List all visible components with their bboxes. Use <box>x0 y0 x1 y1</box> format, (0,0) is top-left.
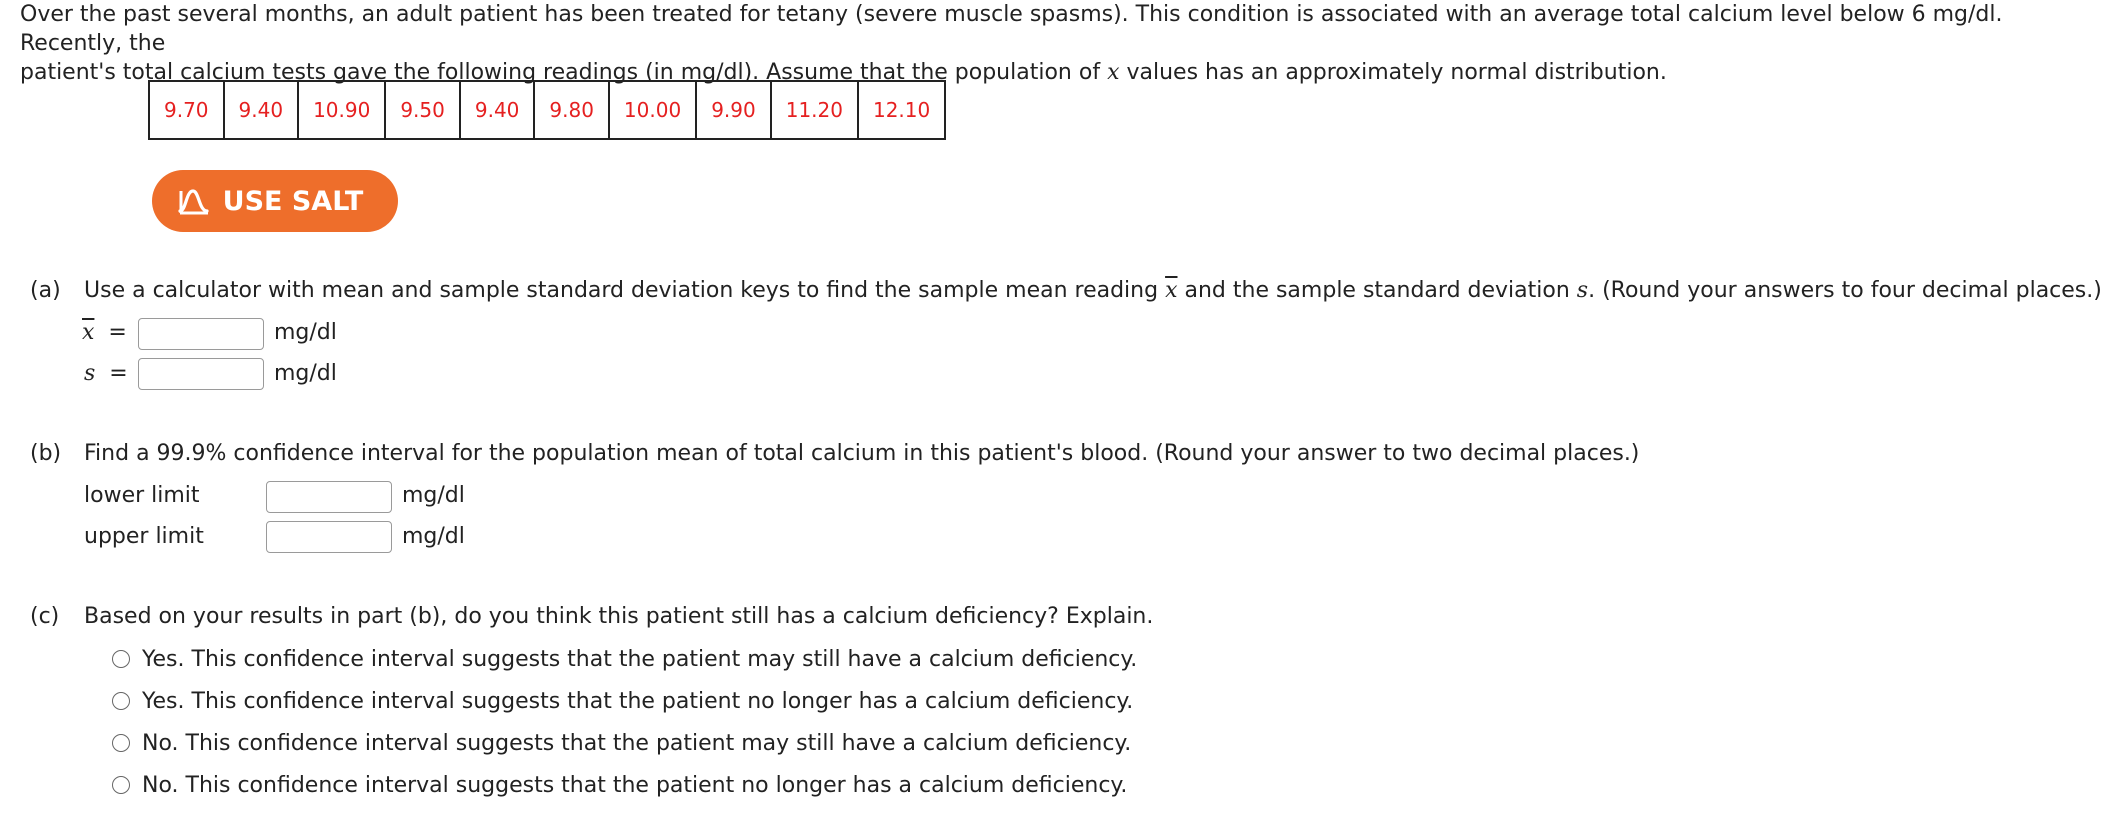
salt-chart-icon <box>177 187 211 215</box>
s-row-label <box>84 359 128 388</box>
xbar-unit: mg/dl <box>274 320 337 345</box>
part-a-text: Use a calculator with mean and sample standard deviation keys to find the sample mean reading <box>84 278 1166 303</box>
part-a-text: and the sample standard deviation <box>1177 278 1577 303</box>
reading-cell: 10.90 <box>298 81 385 139</box>
part-b-label: (b) <box>30 441 62 466</box>
s-input[interactable] <box>138 358 264 390</box>
reading-cell: 9.50 <box>385 81 460 139</box>
lower-limit-input[interactable] <box>266 481 392 513</box>
lower-limit-label: lower limit <box>84 483 200 508</box>
reading-cell: 9.40 <box>224 81 299 139</box>
part-c-question: Based on your results in part (b), do you think this patient still has a calcium deficiency? Explain. <box>84 604 1154 629</box>
upper-limit-unit: mg/dl <box>402 524 465 549</box>
s-symbol: s <box>84 361 96 386</box>
xbar-row-label <box>82 318 127 347</box>
xbar-symbol: $\overline{x}$ <box>82 320 95 345</box>
part-a-question <box>84 276 2102 305</box>
option-3-radio[interactable] <box>112 734 130 752</box>
equals-sign: = <box>109 361 128 386</box>
lower-limit-unit: mg/dl <box>402 483 465 508</box>
use-salt-button[interactable] <box>152 170 398 232</box>
option-4-radio[interactable] <box>112 776 130 794</box>
reading-cell: 9.70 <box>149 81 224 139</box>
xbar-symbol: $\overline{x}$ <box>1165 278 1178 303</box>
option-4-label[interactable]: No. This confidence interval suggests that the patient no longer has a calcium deficiency. <box>142 773 1128 798</box>
variable-x: x <box>1107 60 1120 85</box>
upper-limit-input[interactable] <box>266 521 392 553</box>
part-a-label: (a) <box>30 278 61 303</box>
readings-table <box>148 80 946 140</box>
problem-statement-line-1: Over the past several months, an adult patient has been treated for tetany (severe muscle spasms). This condition is associated with an average total calcium level below 6 mg/dl. Recently, the <box>20 2 2003 56</box>
part-b-question: Find a 99.9% confidence interval for the population mean of total calcium in this patient's blood. (Round your answer to two decimal places.) <box>84 441 1640 466</box>
reading-cell: 9.80 <box>534 81 609 139</box>
readings-row <box>149 81 945 139</box>
part-c-label: (c) <box>30 604 60 629</box>
option-3-label[interactable]: No. This confidence interval suggests that the patient may still have a calcium deficiency. <box>142 731 1132 756</box>
reading-cell: 11.20 <box>771 81 858 139</box>
s-unit: mg/dl <box>274 361 337 386</box>
use-salt-label: USE SALT <box>222 185 364 217</box>
option-2-radio[interactable] <box>112 692 130 710</box>
option-1-label[interactable]: Yes. This confidence interval suggests that the patient may still have a calcium deficiency. <box>142 647 1138 672</box>
option-1-radio[interactable] <box>112 650 130 668</box>
problem-statement-text: patient's total calcium tests gave the following readings (in mg/dl). Assume that the population of <box>20 60 1108 85</box>
problem-statement-text: values has an approximately normal distribution. <box>1119 60 1667 85</box>
reading-cell: 9.40 <box>460 81 535 139</box>
problem-statement <box>20 0 2090 87</box>
s-symbol: s <box>1576 278 1589 303</box>
reading-cell: 9.90 <box>696 81 771 139</box>
reading-cell: 10.00 <box>609 81 696 139</box>
option-2-label[interactable]: Yes. This confidence interval suggests that the patient no longer has a calcium deficiency. <box>142 689 1134 714</box>
equals-sign: = <box>108 320 127 345</box>
reading-cell: 12.10 <box>858 81 945 139</box>
upper-limit-label: upper limit <box>84 524 204 549</box>
xbar-input[interactable] <box>138 318 264 350</box>
part-a-text: . (Round your answers to four decimal places.) <box>1588 278 2102 303</box>
